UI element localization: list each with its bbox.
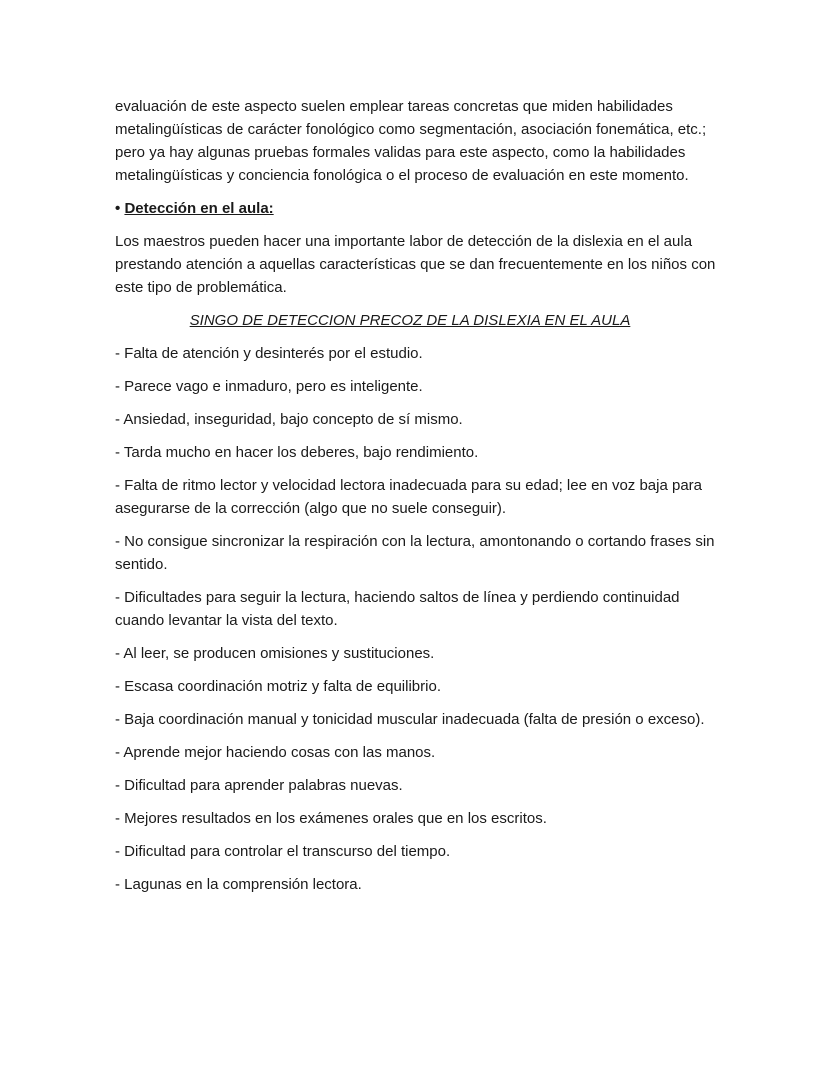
list-item: - Dificultad para controlar el transcurso del tiempo.	[115, 843, 451, 860]
list-item: - Lagunas en la comprensión lectora.	[115, 876, 362, 893]
list-item: - Tarda mucho en hacer los deberes, bajo rendimiento.	[115, 444, 479, 461]
section-paragraph: Los maestros pueden hacer una importante labor de detección de la dislexia en el aula prestando atención a aquellas características que se dan frecuentemente en los niños con este tipo de problemática.	[115, 233, 716, 296]
list-item: - Dificultades para seguir la lectura, haciendo saltos de línea y perdiendo continuidad cuando levantar la vista del texto.	[115, 589, 680, 629]
section-subtitle: SINGO DE DETECCION PRECOZ DE LA DISLEXIA EN EL AULA	[189, 312, 631, 329]
list-item: - Parece vago e inmaduro, pero es inteligente.	[115, 378, 423, 395]
list-item: - Falta de atención y desinterés por el estudio.	[115, 345, 423, 362]
bullet-icon: •	[115, 200, 121, 217]
intro-paragraph: evaluación de este aspecto suelen emplear tareas concretas que miden habilidades metalingüísticas de carácter fonológico como segmentación, asociación fonemática, etc.; pero ya hay algunas pruebas formales validas para este aspecto, como la habilidades metalingüísticas y conciencia fonológica o el proceso de evaluación en este momento.	[115, 98, 707, 184]
section-heading	[115, 197, 725, 220]
list-item: - Al leer, se producen omisiones y sustituciones.	[115, 645, 435, 662]
list-item: - Mejores resultados en los exámenes orales que en los escritos.	[115, 810, 547, 827]
list-item: - Falta de ritmo lector y velocidad lectora inadecuada para su edad; lee en voz baja para asegurarse de la corrección (algo que no suele conseguir).	[115, 477, 703, 517]
section-heading-label: Detección en el aula:	[124, 200, 274, 217]
document-page	[115, 95, 725, 906]
list-item: - Ansiedad, inseguridad, bajo concepto de sí mismo.	[115, 411, 463, 428]
list-item: - Baja coordinación manual y tonicidad muscular inadecuada (falta de presión o exceso).	[115, 711, 705, 728]
list-item: - Dificultad para aprender palabras nuevas.	[115, 777, 403, 794]
list-item: - Aprende mejor haciendo cosas con las manos.	[115, 744, 436, 761]
list-item: - No consigue sincronizar la respiración con la lectura, amontonando o cortando frases sin sentido.	[115, 533, 715, 573]
symptom-list	[115, 342, 725, 896]
list-item: - Escasa coordinación motriz y falta de equilibrio.	[115, 678, 441, 695]
